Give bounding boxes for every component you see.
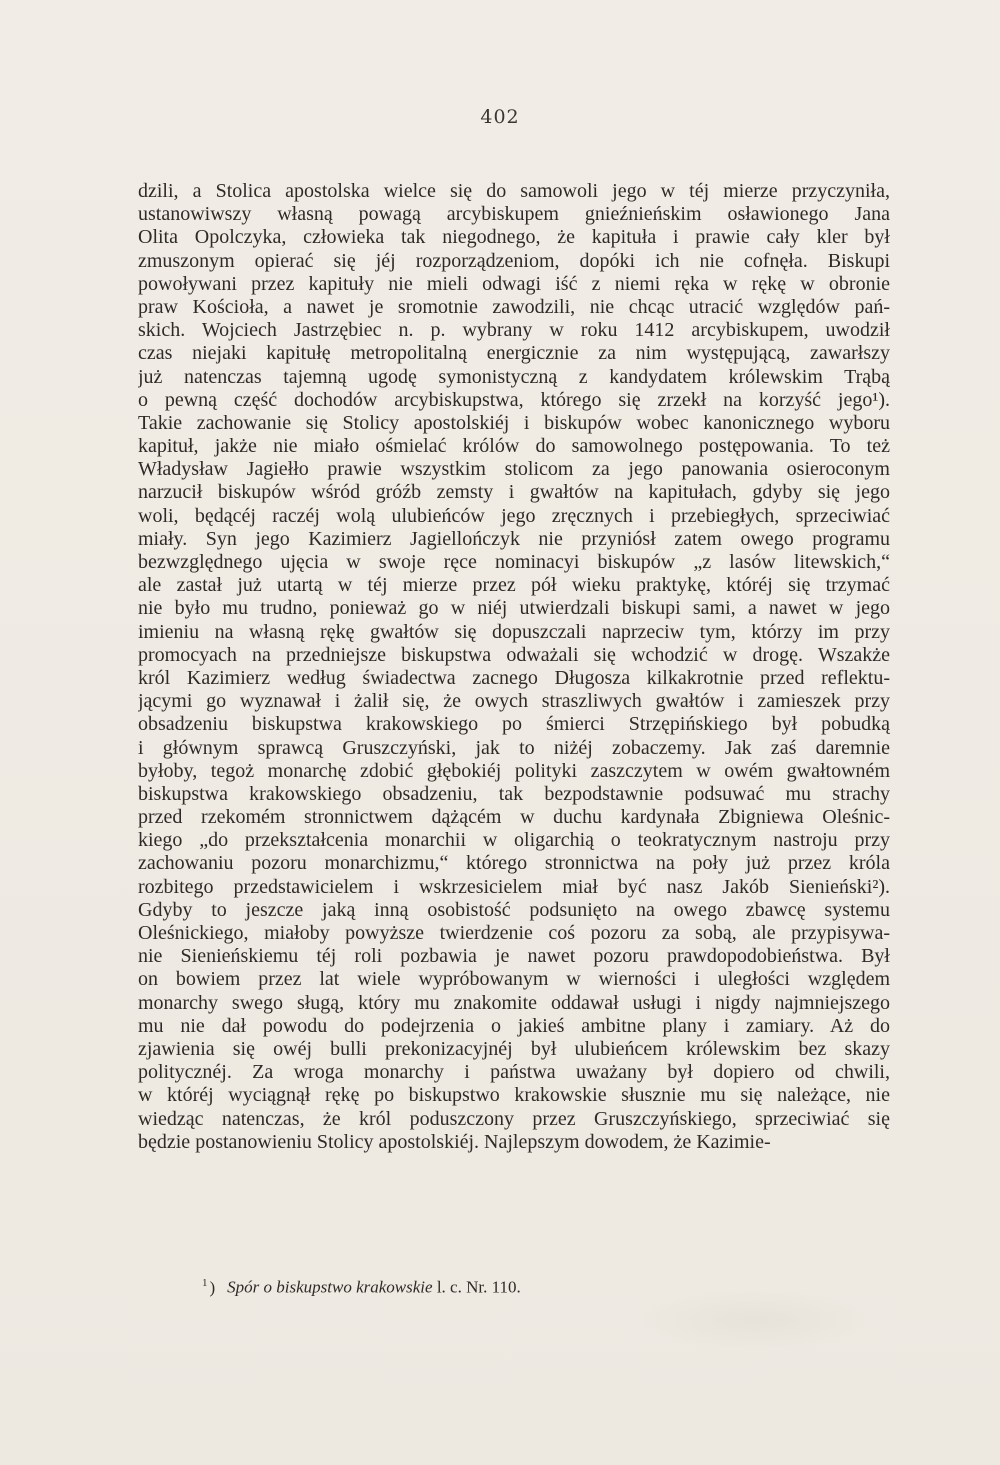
text-line: skich. Wojciech Jastrzębiec n. p. wybrany w roku 1412 arcybiskupem, uwodził <box>138 319 890 342</box>
footnote-citation: l. c. Nr. 110. <box>432 1277 521 1297</box>
footnote-title: Spór o biskupstwo krakowskie <box>227 1277 433 1297</box>
text-line: jącymi go wyznawał i żalił się, że owych straszliwych gwałtów i zamieszek przy <box>138 690 890 713</box>
text-line: Takie zachowanie się Stolicy apostolskiéj i biskupów wobec kanonicznego wyboru <box>138 411 890 434</box>
bleed-through-stain <box>640 1290 870 1350</box>
text-line: mu nie dał powodu do podejrzenia o jakieś ambitne plany i zamiary. Aż do <box>138 1014 890 1037</box>
text-line: w któréj wyciągnął rękę po biskupstwo krakowskie słusznie mu się należące, nie <box>138 1084 890 1107</box>
text-line: zmuszonym opierać się jéj rozporządzeniom, dopóki ich nie cofnęła. Biskupi <box>138 249 890 272</box>
text-line: imieniu na własną rękę gwałtów się dopuszczali naprzeciw tym, którzy im przy <box>138 620 890 643</box>
text-line: narzucił biskupów wśród gróźb zemsty i gwałtów na kapitułach, gdyby się jego <box>138 481 890 504</box>
text-line: ustanowiwszy własną powagą arcybiskupem gnieźnieńskim osławionego Jana <box>138 203 890 226</box>
text-line: woli, będącéj raczéj wolą ulubieńców jego zręcznych i przebiegłych, sprzeciwiać <box>138 504 890 527</box>
text-line: byłoby, tegoż monarchę zdobić głębokiéj polityki zaszczytem w owém gwałtowném <box>138 759 890 782</box>
text-line: dzili, a Stolica apostolska wielce się do samowoli jego w téj mierze przyczyniła, <box>138 180 890 202</box>
text-line: kiego „do przekształcenia monarchii w oligarchią o teokratycznym nastroju przy <box>138 829 890 852</box>
main-text <box>138 180 890 1154</box>
text-line: rozbitego przedstawicielem i wskrzesicielem miał być nasz Jakób Sienieński²). <box>138 875 890 898</box>
text-line: nie było mu trudno, ponieważ go w niéj utwierdzali biskupi sami, a nawet w jego <box>138 597 890 620</box>
text-line: król Kazimierz według świadectwa zacnego Długosza kilkakrotnie przed reflektu- <box>138 666 890 689</box>
text-line: powoływani przez kapituły nie mieli odwagi iść z niemi ręka w rękę w obronie <box>138 272 890 295</box>
text-line: miały. Syn jego Kazimierz Jagiellończyk nie przyniósł zatem owego programu <box>138 527 890 550</box>
text-line: Oleśnickiego, miałoby powyższe twierdzenie coś pozoru za sobą, ale przypisywa- <box>138 922 890 944</box>
text-line: obsadzeniu biskupstwa krakowskiego po śmierci Strzępińskiego był pobudką <box>138 713 890 736</box>
text-line: ale zastał już utartą w téj mierze przez pół wieku praktykę, któréj się trzymać <box>138 574 890 597</box>
text-line: Olita Opolczyka, człowieka tak niegodnego, że kapituła i prawie cały kler był <box>138 226 890 249</box>
text-line: nie Sienieńskiemu téj roli pozbawia je nawet pozoru prawdopodobieństwa. Był <box>138 945 890 968</box>
page-number: 402 <box>480 106 520 128</box>
text-line: będzie postanowieniu Stolicy apostolskiéj. Najlepszym dowodem, że Kazimie- <box>138 1130 771 1153</box>
text-line: czas niejaki kapitułę metropolitalną energicznie za nim występującą, zawarłszy <box>138 342 890 365</box>
text-line: zjawienia się owéj bulli prekonizacyjnéj był ulubieńcem królewskim bez skazy <box>138 1037 890 1060</box>
text-line: on bowiem przez lat wiele wypróbowanym w wierności i uległości względem <box>138 968 890 991</box>
text-line: zachowaniu pozoru monarchizmu,“ którego stronnictwa na poły już przez króla <box>138 852 890 875</box>
text-line: przed rzekomém stronnictwem dążącém w duchu kardynała Zbigniewa Oleśnic- <box>138 806 890 829</box>
text-line: monarchy swego sługą, który mu znakomite oddawał usługi i nigdy najmniejszego <box>138 991 890 1014</box>
text-line: Gdyby to jeszcze jaką inną osobistość podsunięto na owego zbawcę systemu <box>138 898 890 921</box>
text-line: Władysław Jagiełło prawie wszystkim stolicom za jego panowania osieroconym <box>138 458 890 481</box>
footnote-mark: 1 <box>202 1277 208 1289</box>
text-line: już natenczas tajemną ugodę symonistyczną z kandydatem królewskim Trąbą <box>138 365 890 388</box>
text-line: wiedząc natenczas, że król poduszczony przez Gruszczyńskiego, sprzeciwiać się <box>138 1107 890 1130</box>
footnote-paren: ) <box>209 1277 216 1297</box>
text-line: praw Kościoła, a nawet je sromotnie zawodzili, nie chcąc utracić względów pań- <box>138 295 890 318</box>
footnote <box>202 1277 521 1298</box>
text-line: bezwzględnego ujęcia w swoje ręce nominacyi biskupów „z lasów litewskich,“ <box>138 551 890 573</box>
text-line: o pewną część dochodów arcybiskupstwa, którego się zrzekł na korzyść jego¹). <box>138 388 890 411</box>
text-line: promocyach na przedniejsze biskupstwa odważali się wchodzić w drogę. Wszakże <box>138 643 890 666</box>
text-line: biskupstwa krakowskiego obsadzeniu, tak bezpodstawnie podsuwać mu strachy <box>138 782 890 805</box>
text-line: kapituł, jakże nie miało ośmielać królów do samowolnego postępowania. To też <box>138 435 890 458</box>
text-line: politycznéj. Za wroga monarchy i państwa uważany był dopiero od chwili, <box>138 1061 890 1084</box>
text-line: i głównym sprawcą Gruszczyński, jak to niżéj zobaczemy. Jak zaś daremnie <box>138 736 890 759</box>
